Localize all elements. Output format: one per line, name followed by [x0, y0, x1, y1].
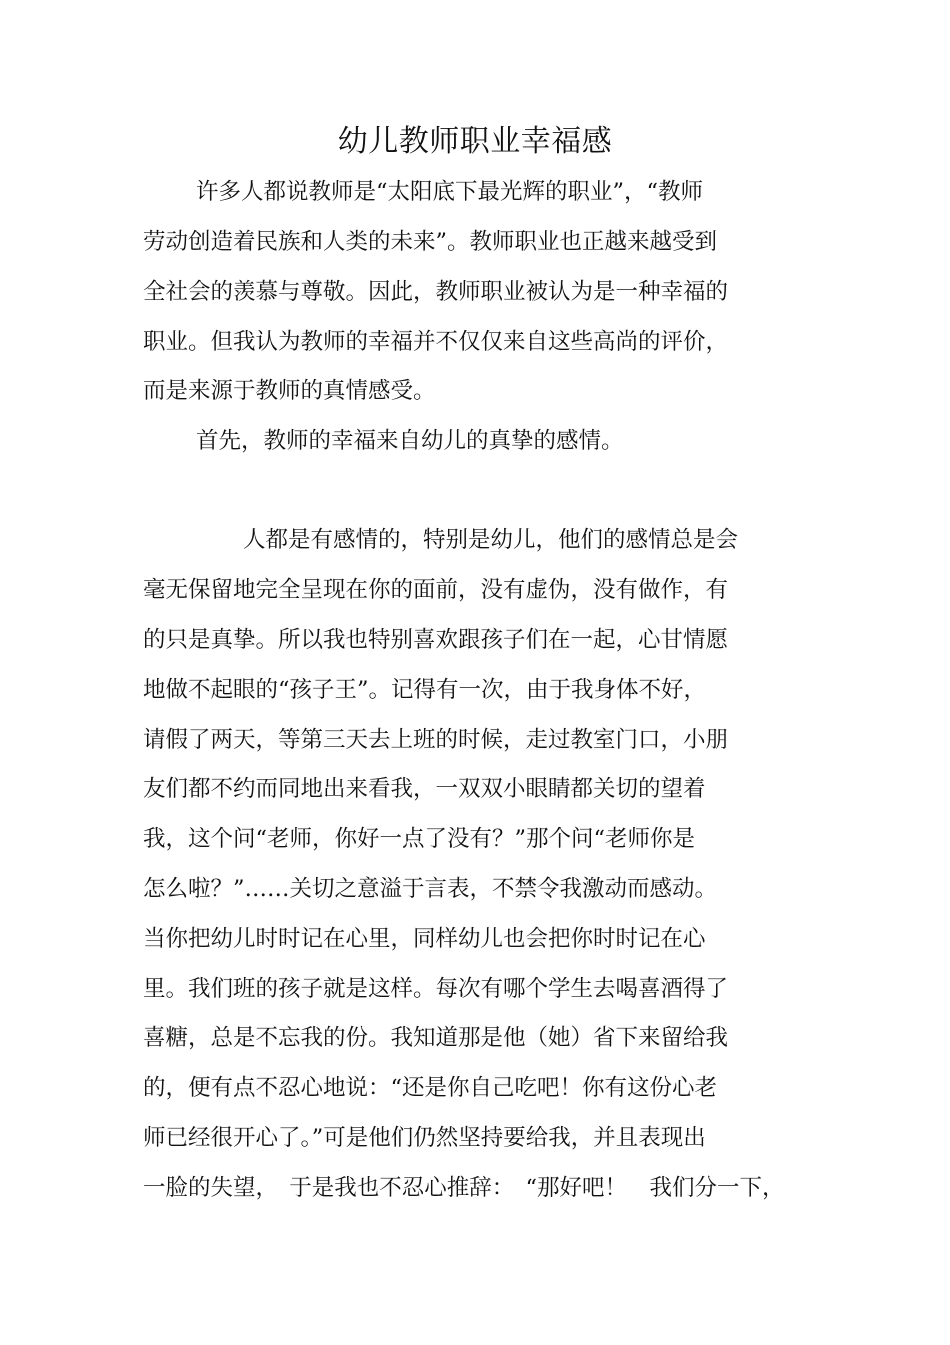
- paragraph-line: 地做不起眼的“孩子王”。记得有一次，由于我身体不好，: [143, 677, 707, 703]
- section-heading-line: 首先，教师的幸福来自幼儿的真挚的感情。: [196, 428, 624, 454]
- paragraph-line: 请假了两天，等第三天去上班的时候，走过教室门口，小朋: [143, 727, 729, 753]
- document-title: 幼儿教师职业幸福感: [337, 124, 613, 159]
- paragraph-line: 喜糖，总是不忘我的份。我知道那是他（她）省下来留给我: [143, 1025, 729, 1051]
- paragraph-line: 许多人都说教师是“太阳底下最光辉的职业”，“教师: [196, 179, 704, 205]
- paragraph-line: 人都是有感情的，特别是幼儿，他们的感情总是会: [243, 527, 739, 553]
- paragraph-line: 的，便有点不忍心地说：“还是你自己吃吧！你有这份心老: [143, 1075, 718, 1101]
- paragraph-line: 全社会的羡慕与尊敬。因此，教师职业被认为是一种幸福的: [143, 279, 729, 305]
- paragraph-line: 师已经很开心了。”可是他们仍然坚持要给我，并且表现出: [143, 1125, 706, 1151]
- paragraph-line: 友们都不约而同地出来看我，一双双小眼睛都关切的望着: [143, 776, 706, 802]
- paragraph-line: 职业。但我认为教师的幸福并不仅仅来自这些高尚的评价，: [143, 329, 729, 355]
- paragraph-line: 劳动创造着民族和人类的未来”。教师职业也正越来越受到: [143, 229, 718, 255]
- paragraph-line: 毫无保留地完全呈现在你的面前，没有虚伪，没有做作，有: [143, 577, 729, 603]
- paragraph-line: 当你把幼儿时时记在心里，同样幼儿也会把你时时记在心: [143, 926, 706, 952]
- paragraph-line: 的只是真挚。所以我也特别喜欢跟孩子们在一起，心甘情愿: [143, 627, 729, 653]
- paragraph-line: 里。我们班的孩子就是这样。每次有哪个学生去喝喜酒得了: [143, 976, 729, 1002]
- paragraph-line: 一脸的失望， 于是我也不忍心推辞： “那好吧！ 我们分一下，: [143, 1175, 785, 1201]
- paragraph-line: 我，这个问“老师，你好一点了没有？”那个问“老师你是: [143, 826, 696, 852]
- paragraph-line: 怎么啦？”……关切之意溢于言表，不禁令我激动而感动。: [143, 876, 718, 902]
- paragraph-line: 而是来源于教师的真情感受。: [143, 378, 436, 404]
